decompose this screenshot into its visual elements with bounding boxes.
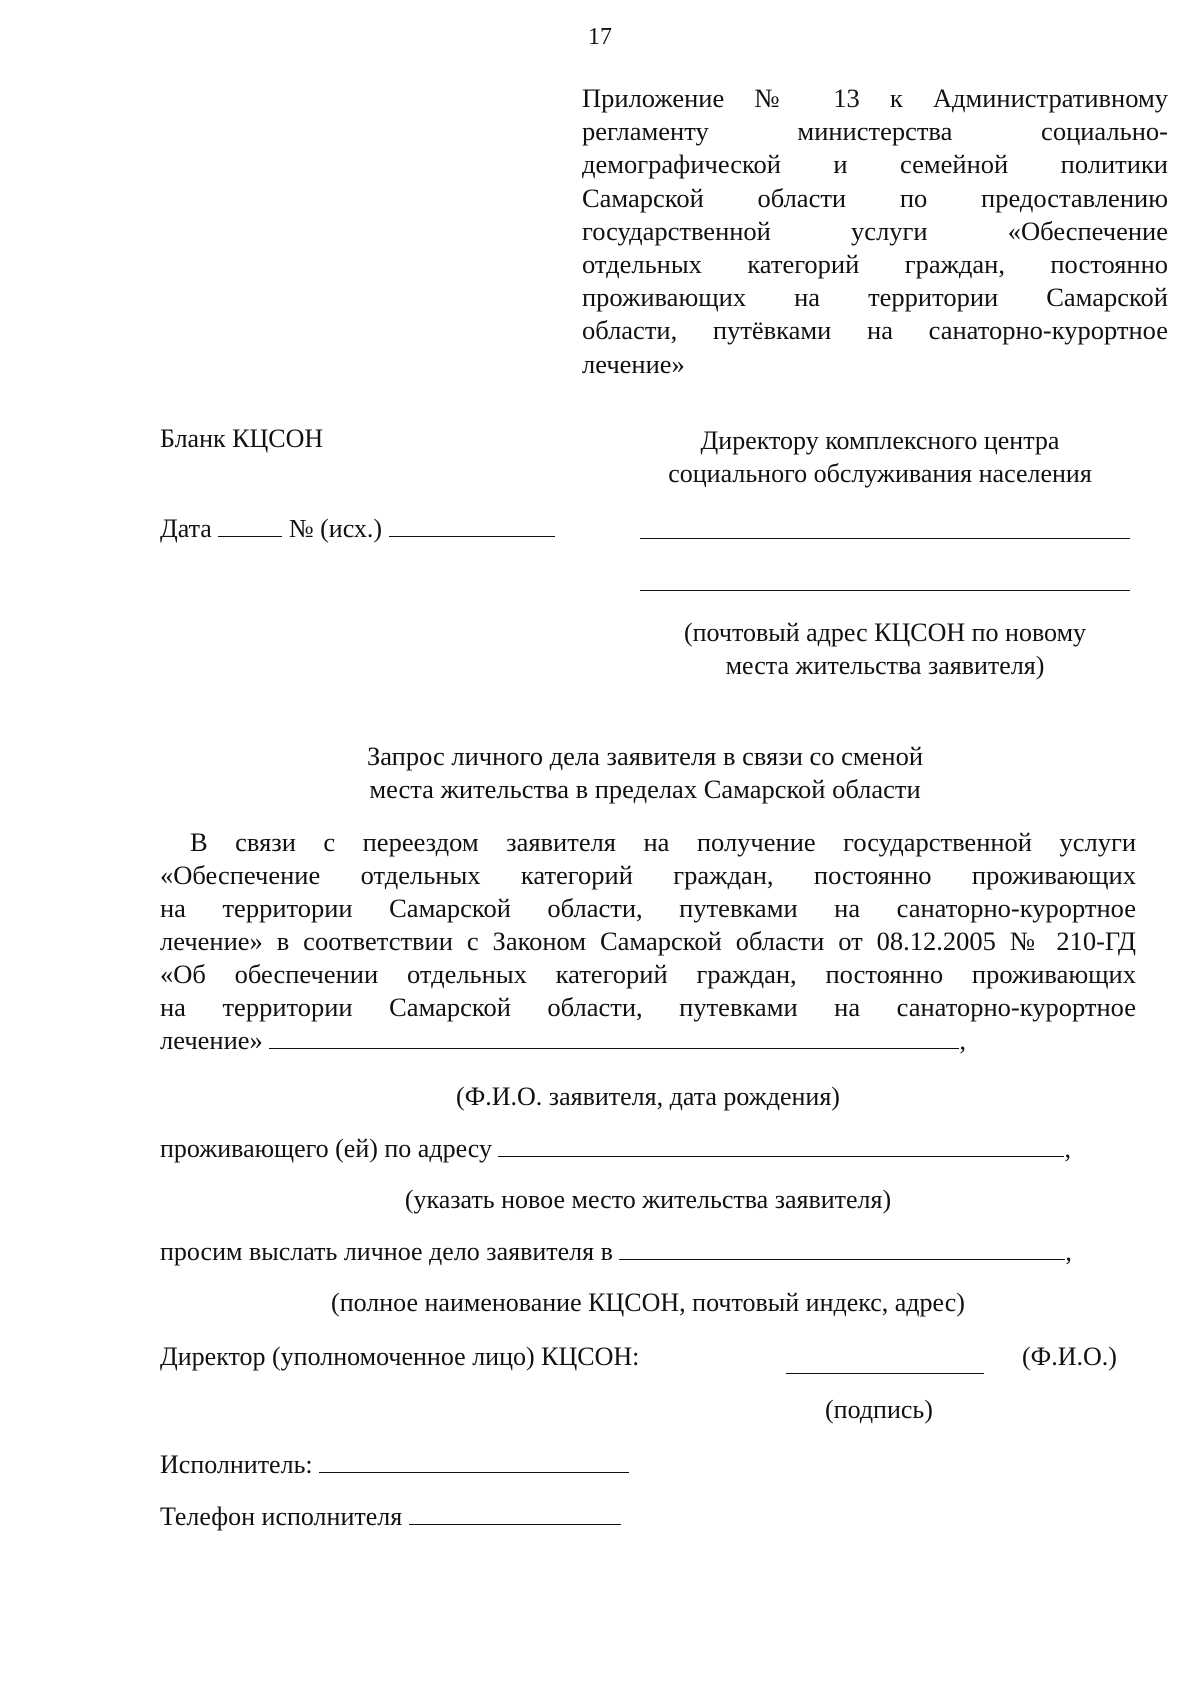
applicant-field[interactable] (269, 1047, 959, 1049)
phone-field[interactable] (409, 1523, 621, 1525)
appendix-line: области, путёвками на санаторно-курортное (582, 315, 1168, 346)
body-line: на территории Самарской области, путевками на санаторно-курортное (160, 992, 1136, 1022)
executor-row (160, 1450, 629, 1480)
comma: , (1064, 1134, 1071, 1163)
body-line: «Обеспечение отдельных категорий граждан, постоянно проживающих (160, 860, 1136, 890)
body-last-line-label: лечение» (160, 1025, 263, 1055)
director-fio: (Ф.И.О.) (1022, 1342, 1117, 1371)
number-field[interactable] (389, 535, 555, 537)
comma: , (959, 1025, 967, 1055)
date-field[interactable] (218, 535, 282, 537)
director-label: Директор (уполномоченное лицо) КЦСОН: (160, 1342, 640, 1371)
residing-address-field[interactable] (498, 1155, 1064, 1157)
appendix-line: демографической и семейной политики (582, 149, 1168, 180)
blank-label: Бланк КЦСОН (160, 424, 324, 453)
title-line-1: Запрос личного дела заявителя в связи со сменой (366, 741, 924, 771)
comma: , (1065, 1237, 1072, 1266)
appendix-line: Самарской области по предоставлению (582, 182, 1168, 213)
address-caption-line-2: места жительства заявителя) (725, 651, 1045, 680)
appendix-line: регламенту министерства социально- (582, 116, 1168, 147)
appendix-line: государственной услуги «Обеспечение (582, 215, 1168, 246)
body-line: лечение» в соответствии с Законом Самарской области от 08.12.2005 № 210-ГД (160, 926, 1136, 956)
new-address-caption: (указать новое место жительства заявителя) (404, 1185, 892, 1214)
body-last-line (160, 1024, 1136, 1057)
kcson-caption: (полное наименование КЦСОН, почтовый индекс, адрес) (331, 1288, 965, 1317)
body-paragraph (160, 826, 1136, 1057)
send-row (160, 1237, 1136, 1267)
date-row (160, 514, 555, 544)
residing-label: проживающего (ей) по адресу (160, 1134, 492, 1163)
signature-caption: (подпись) (825, 1395, 933, 1424)
body-line: на территории Самарской области, путевками на санаторно-курортное (160, 893, 1136, 923)
document-title (0, 740, 1200, 806)
address-caption (640, 616, 1130, 682)
appendix-line: Приложение № 13 к Административному (582, 83, 1168, 113)
title-line-2: места жительства в пределах Самарской области (369, 774, 921, 804)
body-line: «Об обеспечении отдельных категорий граждан, постоянно проживающих (160, 959, 1136, 989)
date-label: Дата (160, 514, 212, 543)
fio-caption: (Ф.И.О. заявителя, дата рождения) (456, 1082, 840, 1111)
phone-row (160, 1502, 621, 1532)
number-label: № (исх.) (288, 514, 383, 543)
address-field-1[interactable] (640, 508, 1130, 539)
signature-field[interactable] (786, 1348, 984, 1374)
residing-row (160, 1134, 1136, 1164)
appendix-line: проживающих на территории Самарской (582, 282, 1168, 313)
kcson-field[interactable] (619, 1258, 1065, 1260)
executor-label: Исполнитель: (160, 1450, 313, 1479)
phone-label: Телефон исполнителя (160, 1502, 403, 1531)
addressee-line-2: социального обслуживания населения (668, 459, 1092, 488)
appendix-line: отдельных категорий граждан, постоянно (582, 248, 1168, 279)
body-line: В связи с переездом заявителя на получение государственной услуги (190, 827, 1136, 857)
addressee (630, 424, 1130, 490)
page-number: 17 (588, 24, 612, 50)
appendix-line: лечение» (582, 348, 685, 379)
address-caption-line-1: (почтовый адрес КЦСОН по новому (683, 618, 1087, 647)
address-field-2[interactable] (640, 560, 1130, 591)
send-label: просим выслать личное дело заявителя в (160, 1237, 613, 1266)
executor-field[interactable] (319, 1471, 629, 1473)
addressee-line-1: Директору комплексного центра (700, 426, 1060, 455)
appendix-header (582, 82, 1168, 381)
